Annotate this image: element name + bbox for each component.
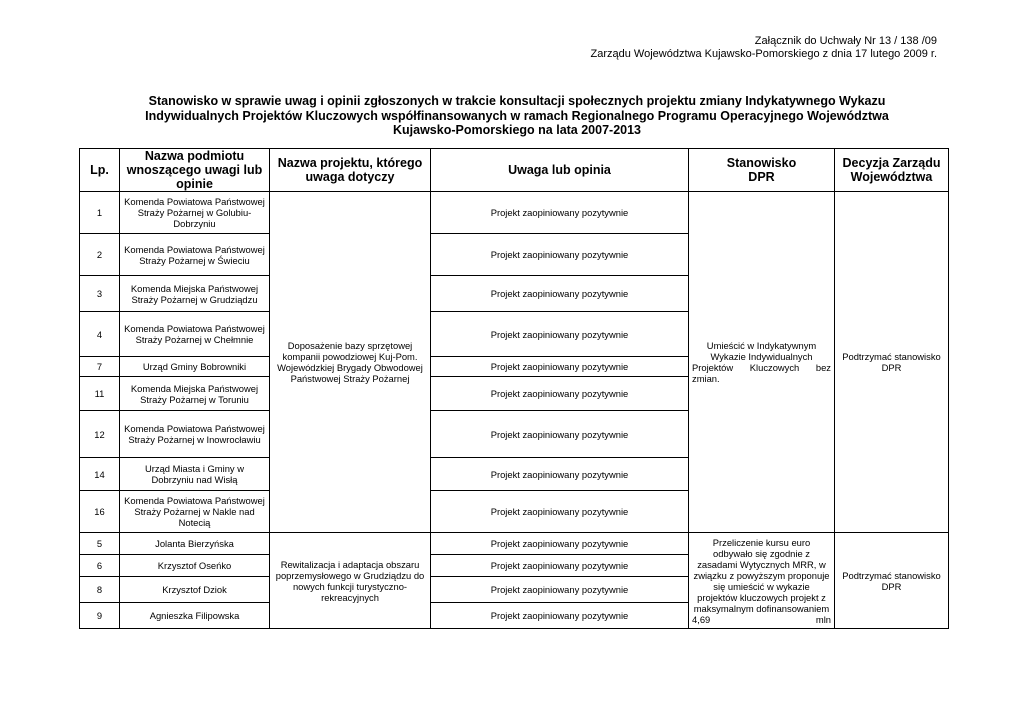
col-header-projekt: Nazwa projektu, którego uwaga dotyczy [270, 149, 431, 192]
row-lp: 12 [80, 411, 120, 458]
title-line-2: Indywidualnych Projektów Kluczowych współfinansowanych w ramach Regionalnego Programu Operacyjnego Województwa [145, 108, 889, 123]
row-podmiot: Komenda Powiatowa Państwowej Straży Pożarnej w Golubiu-Dobrzyniu [120, 192, 270, 234]
group-2-stanowisko [689, 533, 835, 629]
row-lp: 9 [80, 603, 120, 629]
row-podmiot: Komenda Powiatowa Państwowej Straży Pożarnej w Chełmnie [120, 312, 270, 357]
row-uwaga: Projekt zaopiniowany pozytywnie [431, 234, 689, 276]
document-title [120, 94, 914, 138]
attachment-line-2: Zarządu Województwa Kujawsko-Pomorskiego z dnia 17 lutego 2009 r. [590, 48, 937, 60]
row-podmiot: Komenda Miejska Państwowej Straży Pożarnej w Grudziądzu [120, 276, 270, 312]
row-podmiot: Agnieszka Filipowska [120, 603, 270, 629]
table-row [80, 192, 949, 234]
col-header-decyzja: Decyzja Zarządu Województwa [835, 149, 949, 192]
row-uwaga: Projekt zaopiniowany pozytywnie [431, 458, 689, 491]
row-lp: 1 [80, 192, 120, 234]
row-lp: 11 [80, 377, 120, 411]
col-header-lp: Lp. [80, 149, 120, 192]
group-1-stanowisko-text: Umieścić w Indykatywnym Wykazie Indywidualnych Projektów Kluczowych bez [692, 340, 831, 373]
row-uwaga: Projekt zaopiniowany pozytywnie [431, 312, 689, 357]
row-uwaga: Projekt zaopiniowany pozytywnie [431, 411, 689, 458]
row-lp: 4 [80, 312, 120, 357]
group-1-stanowisko [689, 192, 835, 533]
title-line-1: Stanowisko w sprawie uwag i opinii zgłoszonych w trakcie konsultacji społecznych projektu zmiany Indykatywnego Wykazu [148, 94, 886, 108]
row-uwaga: Projekt zaopiniowany pozytywnie [431, 276, 689, 312]
attachment-header [591, 35, 937, 61]
row-uwaga: Projekt zaopiniowany pozytywnie [431, 192, 689, 234]
opinions-table [79, 148, 949, 629]
group-1-decyzja: Podtrzymać stanowisko DPR [835, 192, 949, 533]
group-1-projekt: Doposażenie bazy sprzętowej kompanii powodziowej Kuj-Pom. Wojewódzkiej Brygady Obwodowej Państwowej Straży Pożarnej [270, 192, 431, 533]
row-uwaga: Projekt zaopiniowany pozytywnie [431, 491, 689, 533]
row-lp: 16 [80, 491, 120, 533]
row-lp: 2 [80, 234, 120, 276]
row-uwaga: Projekt zaopiniowany pozytywnie [431, 377, 689, 411]
group-1-stanowisko-last: zmian. [692, 373, 720, 384]
col-header-stanowisko [689, 149, 835, 192]
group-2-projekt: Rewitalizacja i adaptacja obszaru poprzemysłowego w Grudziądzu do nowych funkcji turystyczno-rekreacyjnych [270, 533, 431, 629]
row-lp: 3 [80, 276, 120, 312]
row-uwaga: Projekt zaopiniowany pozytywnie [431, 357, 689, 377]
row-uwaga: Projekt zaopiniowany pozytywnie [431, 603, 689, 629]
row-podmiot: Komenda Powiatowa Państwowej Straży Pożarnej w Świeciu [120, 234, 270, 276]
attachment-line-1: Załącznik do Uchwały Nr 13 / 138 /09 [754, 35, 937, 47]
col-header-stanowisko-line1: Stanowisko [726, 156, 797, 170]
row-podmiot: Urząd Miasta i Gminy w Dobrzyniu nad Wisłą [120, 458, 270, 491]
row-lp: 6 [80, 555, 120, 577]
row-lp: 8 [80, 577, 120, 603]
row-podmiot: Krzysztof Oseńko [120, 555, 270, 577]
row-podmiot: Krzysztof Dziok [120, 577, 270, 603]
row-podmiot: Urząd Gminy Bobrowniki [120, 357, 270, 377]
row-uwaga: Projekt zaopiniowany pozytywnie [431, 577, 689, 603]
table-row [80, 533, 949, 555]
row-podmiot: Jolanta Bierzyńska [120, 533, 270, 555]
group-2-decyzja: Podtrzymać stanowisko DPR [835, 533, 949, 629]
row-uwaga: Projekt zaopiniowany pozytywnie [431, 533, 689, 555]
title-line-3: Kujawsko-Pomorskiego na lata 2007-2013 [392, 123, 642, 137]
col-header-uwaga: Uwaga lub opinia [431, 149, 689, 192]
row-podmiot: Komenda Powiatowa Państwowej Straży Pożarnej w Nakle nad Notecią [120, 491, 270, 533]
table-header-row [80, 149, 949, 192]
row-podmiot: Komenda Miejska Państwowej Straży Pożarnej w Toruniu [120, 377, 270, 411]
row-lp: 5 [80, 533, 120, 555]
col-header-stanowisko-line2: DPR [748, 170, 775, 184]
row-lp: 7 [80, 357, 120, 377]
row-lp: 14 [80, 458, 120, 491]
row-uwaga: Projekt zaopiniowany pozytywnie [431, 555, 689, 577]
row-podmiot: Komenda Powiatowa Państwowej Straży Pożarnej w Inowrocławiu [120, 411, 270, 458]
group-2-stanowisko-text: Przeliczenie kursu euro odbywało się zgodnie z zasadami Wytycznych MRR, w związku z powyższym proponuje się umieścić w wykazie projektów kluczowych projekt z maksymalnym dofinansowaniem 4,69 mln [692, 536, 831, 625]
col-header-podmiot: Nazwa podmiotu wnoszącego uwagi lub opinie [120, 149, 270, 192]
